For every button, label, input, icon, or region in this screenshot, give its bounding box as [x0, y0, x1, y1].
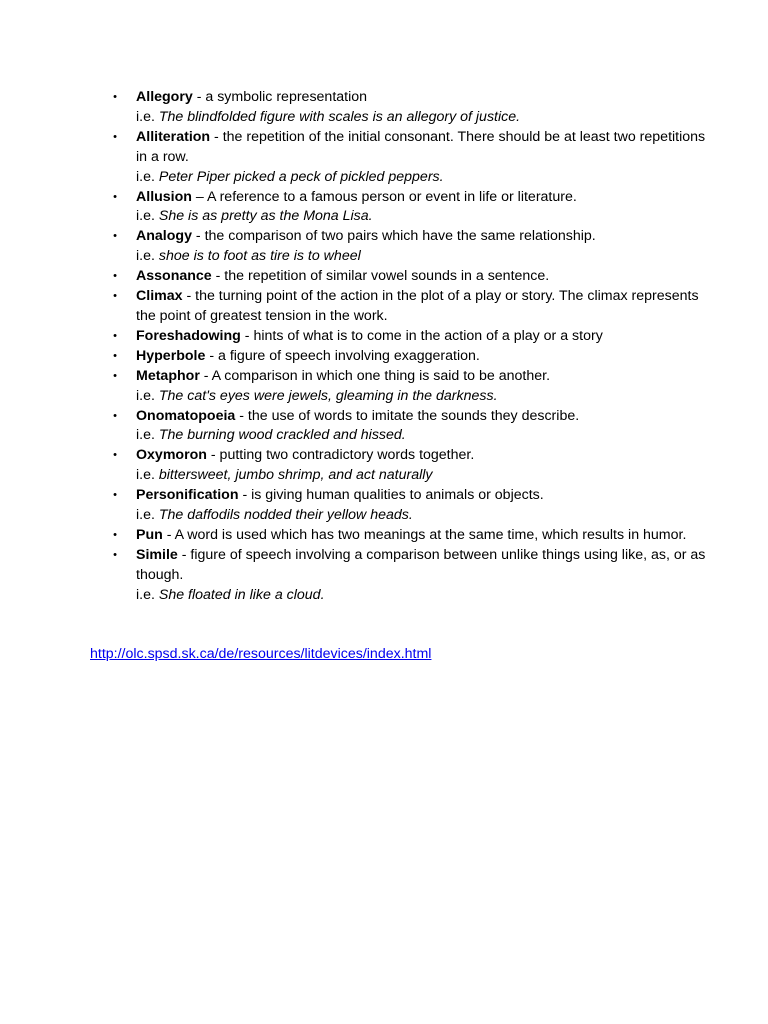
bullet-icon: • — [113, 369, 117, 382]
term-example — [136, 466, 710, 486]
term-example — [136, 247, 710, 267]
term-definition: – A reference to a famous person or event in life or literature. — [191, 188, 577, 205]
term-definition: - A word is used which has two meanings at the same time, which results in humor. — [162, 526, 687, 543]
term-definition: - the repetition of the initial consonant. There should be at least two repetitions in a row. — [136, 128, 706, 165]
term-definition: - a symbolic representation — [192, 89, 368, 105]
term-definition: - is giving human qualities to animals or objects. — [238, 487, 544, 504]
list-item — [110, 327, 710, 347]
list-item — [110, 128, 710, 188]
example-prefix: i.e. — [136, 208, 159, 225]
list-item — [110, 88, 710, 128]
term-definition: - hints of what is to come in the action of a play or a story — [240, 327, 603, 344]
list-item — [110, 287, 710, 327]
example-text: shoe is to foot as tire is to wheel — [158, 248, 361, 265]
bullet-icon: • — [113, 270, 117, 283]
example-text: The burning wood crackled and hissed. — [158, 427, 406, 444]
list-item — [110, 367, 710, 407]
list-item — [110, 227, 710, 267]
example-prefix: i.e. — [136, 586, 159, 603]
term-name: Pun — [136, 526, 163, 543]
example-text: The daffodils nodded their yellow heads. — [158, 507, 413, 524]
bullet-icon: • — [113, 290, 117, 303]
term-example — [136, 426, 710, 446]
term-name: Climax — [136, 288, 183, 305]
term-example — [136, 168, 710, 188]
example-prefix: i.e. — [136, 168, 159, 185]
example-prefix: i.e. — [136, 507, 159, 524]
list-item — [110, 446, 710, 486]
source-link[interactable]: http://olc.spsd.sk.ca/de/resources/litdevices/index.html — [90, 646, 432, 662]
bullet-icon: • — [113, 409, 117, 422]
bullet-icon: • — [113, 230, 117, 243]
bullet-icon: • — [113, 548, 117, 561]
example-text: bittersweet, jumbo shrimp, and act naturally — [158, 467, 433, 484]
term-definition: - the comparison of two pairs which have the same relationship. — [191, 228, 596, 245]
example-prefix: i.e. — [136, 467, 159, 484]
term-example — [136, 207, 710, 227]
term-definition: - figure of speech involving a comparison between unlike things using like, as, or as though. — [136, 546, 706, 583]
list-item — [110, 526, 710, 546]
term-definition: - putting two contradictory words together. — [206, 447, 475, 464]
list-item — [110, 347, 710, 367]
example-text: The blindfolded figure with scales is an allegory of justice. — [158, 108, 521, 125]
example-prefix: i.e. — [136, 108, 159, 125]
example-text: Peter Piper picked a peck of pickled peppers. — [158, 168, 444, 185]
list-item — [110, 267, 710, 287]
term-name: Alliteration — [136, 128, 211, 145]
list-item — [110, 546, 710, 606]
term-definition: - the repetition of similar vowel sounds in a sentence. — [211, 268, 550, 285]
example-prefix: i.e. — [136, 248, 159, 265]
bullet-icon: • — [113, 190, 117, 203]
term-name: Assonance — [136, 268, 212, 285]
example-text: She floated in like a cloud. — [158, 586, 325, 603]
term-name: Personification — [136, 487, 239, 504]
term-name: Metaphor — [136, 367, 200, 384]
bullet-icon: • — [113, 329, 117, 342]
term-example — [136, 586, 710, 606]
term-definition: - the use of words to imitate the sounds they describe. — [235, 407, 580, 424]
term-name: Allegory — [136, 89, 193, 105]
literary-terms-list — [110, 88, 710, 606]
term-example — [136, 387, 710, 407]
bullet-icon: • — [113, 449, 117, 462]
term-name: Hyperbole — [136, 347, 206, 364]
example-text: She is as pretty as the Mona Lisa. — [158, 208, 373, 225]
list-item — [110, 188, 710, 228]
example-prefix: i.e. — [136, 427, 159, 444]
term-name: Allusion — [136, 188, 192, 205]
term-definition: - A comparison in which one thing is said to be another. — [199, 367, 551, 384]
term-definition: - a figure of speech involving exaggeration. — [205, 347, 480, 364]
list-item — [110, 407, 710, 447]
example-text: The cat's eyes were jewels, gleaming in the darkness. — [158, 387, 498, 404]
term-definition: - the turning point of the action in the plot of a play or story. The climax represents the point of greatest tension in the work. — [136, 288, 699, 324]
bullet-icon: • — [113, 130, 117, 143]
term-name: Oxymoron — [136, 447, 207, 464]
bullet-icon: • — [113, 489, 117, 502]
term-name: Foreshadowing — [136, 327, 241, 344]
example-prefix: i.e. — [136, 387, 159, 404]
term-example — [136, 506, 710, 526]
term-name: Analogy — [136, 228, 192, 245]
bullet-icon: • — [113, 349, 117, 362]
list-item — [110, 486, 710, 526]
term-name: Onomatopoeia — [136, 407, 236, 424]
bullet-icon: • — [113, 528, 117, 541]
term-example — [136, 108, 710, 128]
term-name: Simile — [136, 546, 178, 563]
bullet-icon: • — [113, 91, 117, 103]
